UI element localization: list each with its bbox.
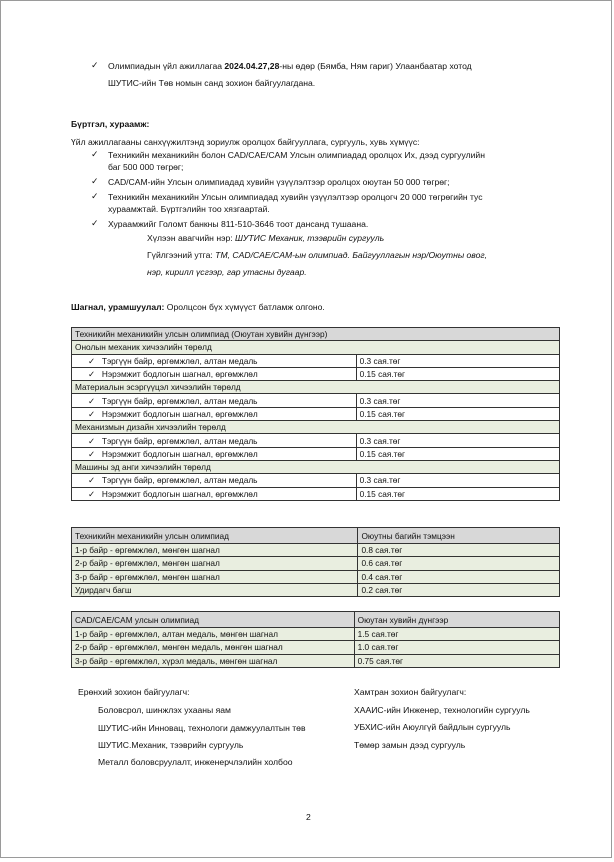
table1-category: Механизмын дизайн хичээлийн төрөлд <box>72 421 560 434</box>
purpose-line-2: нэр, кирилл үсгээр, гар утасны дугаар. <box>147 267 307 277</box>
check-icon: ✓ <box>91 218 99 228</box>
table-row-label: 2-р байр - өргөмжлөл, мөнгөн медаль, мөнгөн шагнал <box>72 641 355 654</box>
purpose-line-1: Гүйлгээний утга: ТМ, CAD/CAE/CAM-ын олимпиад. Байгууллагын нэр/Оюутны овог, <box>147 250 488 260</box>
table1-header: Техникийн механикийн улсын олимпиад (Оюутан хувийн дүнгээр) <box>72 328 560 341</box>
main-organizer-item: ШУТИС-ийн Инновац, технологи дамжуулалтын төв <box>98 723 306 733</box>
table-row-value: 0.3 сая.төг <box>356 394 559 407</box>
table-row-label: ✓ Нэрэмжит бодлогын шагнал, өргөмжлөл <box>72 407 357 420</box>
table-row-value: 0.4 сая.төг <box>358 570 560 583</box>
table-row-label: 3-р байр - өргөмжлөл, мөнгөн шагнал <box>72 570 358 583</box>
check-icon: ✓ <box>91 191 99 201</box>
table2-header-right: Оюутны багийн тэмцээн <box>358 528 560 544</box>
awards-line: Шагнал, урамшуулал: Оролцсон бүх хүмүүст батламж олгоно. <box>71 302 325 312</box>
co-organizer-heading: Хамтран зохион байгуулагч: <box>354 687 467 697</box>
team-awards-table <box>71 527 560 597</box>
individual-awards-table <box>71 327 560 501</box>
table1-category: Машины эд анги хичээлийн төрөлд <box>72 460 560 473</box>
table-row-label: ✓ Нэрэмжит бодлогын шагнал, өргөмжлөл <box>72 447 357 460</box>
table-row-value: 0.3 сая.төг <box>356 474 559 487</box>
cad-awards-table <box>71 611 560 668</box>
registration-item-2: CAD/CAM-ийн Улсын олимпиадад хувийн үзүүлэлтээр оролцох оюутан 50 000 төгрөг; <box>108 177 450 187</box>
table-row-label: ✓ Нэрэмжит бодлогын шагнал, өргөмжлөл <box>72 367 357 380</box>
table-row-label: ✓ Тэргүүн байр, өргөмжлөл, алтан медаль <box>72 354 357 367</box>
check-icon: ✓ <box>88 488 95 499</box>
table3-header-right: Оюутан хувийн дүнгээр <box>354 612 559 628</box>
table-row-value: 0.15 сая.төг <box>356 487 559 500</box>
table-row-value: 0.6 сая.төг <box>358 557 560 570</box>
table-row-value: 0.15 сая.төг <box>356 367 559 380</box>
intro-line-2: ШУТИС-ийн Төв номын санд зохион байгуулагдана. <box>108 78 316 88</box>
table-row-value: 0.75 сая.төг <box>354 654 559 667</box>
table-row-label: 2-р байр - өргөмжлөл, мөнгөн шагнал <box>72 557 358 570</box>
table2-header-left: Техникийн механикийн улсын олимпиад <box>72 528 358 544</box>
check-icon: ✓ <box>88 355 95 366</box>
registration-item-4: Хураамжийг Голомт банкны 811-510-3646 тоот дансанд тушаана. <box>108 219 369 229</box>
table-row-value: 0.3 сая.төг <box>356 354 559 367</box>
check-icon: ✓ <box>88 475 95 486</box>
table-row-value: 1.0 сая.төг <box>354 641 559 654</box>
registration-item-3-line-2: хураамжтай. Бүртгэлийн тоо хязгаартай. <box>108 204 270 214</box>
co-organizer-item: УБХИС-ийн Аюулгүй байдлын сургууль <box>354 722 511 732</box>
registration-intro: Үйл ажиллагааны санхүүжилтэнд зориулж оролцох байгууллага, сургууль, хувь хүмүүс: <box>71 137 420 147</box>
page-number: 2 <box>306 812 311 822</box>
table-row-label: ✓ Тэргүүн байр, өргөмжлөл, алтан медаль <box>72 434 357 447</box>
table-row-label: 3-р байр - өргөмжлөл, хүрэл медаль, мөнгөн шагнал <box>72 654 355 667</box>
recipient-line: Хүлээн авагчийн нэр: ШУТИС Механик, тээврийн сургууль <box>147 233 385 243</box>
table1-category: Материалын эсэргүүцэл хичээлийн төрөлд <box>72 381 560 394</box>
table-row-label: 1-р байр - өргөмжлөл, мөнгөн шагнал <box>72 544 358 557</box>
check-icon: ✓ <box>91 149 99 159</box>
main-organizer-heading: Ерөнхий зохион байгуулагч: <box>78 687 190 697</box>
main-organizer-item: Боловсрол, шинжлэх ухааны яам <box>98 705 231 715</box>
table-row-value: 0.15 сая.төг <box>356 407 559 420</box>
table3-header-left: CAD/CAE/CAM улсын олимпиад <box>72 612 355 628</box>
check-icon: ✓ <box>88 369 95 380</box>
intro-line-1: Олимпиадын үйл ажиллагаа 2024.04.27,28-ны өдөр (Бямба, Ням гариг) Улаанбаатар хотод <box>108 61 472 71</box>
table-row-label: Удирдагч багш <box>72 583 358 596</box>
table-row-label: 1-р байр - өргөмжлөл, алтан медаль, мөнгөн шагнал <box>72 628 355 641</box>
table-row-label: ✓ Тэргүүн байр, өргөмжлөл, алтан медаль <box>72 474 357 487</box>
registration-item-1-line-1: Техникийн механикийн болон CAD/CAE/CAM Улсын олимпиадад оролцох Их, дээд сургуулийн <box>108 150 485 160</box>
table1-category: Онолын механик хичээлийн төрөлд <box>72 341 560 354</box>
check-icon: ✓ <box>88 448 95 459</box>
check-icon: ✓ <box>88 395 95 406</box>
table-row-value: 1.5 сая.төг <box>354 628 559 641</box>
registration-item-3-line-1: Техникийн механикийн Улсын олимпиадад хувийн үзүүлэлтээр оролцогч 20 000 төгрөгийн тус <box>108 192 483 202</box>
registration-item-1-line-2: баг 500 000 төгрөг; <box>108 162 184 172</box>
table-row-label: ✓ Нэрэмжит бодлогын шагнал, өргөмжлөл <box>72 487 357 500</box>
check-icon: ✓ <box>91 176 99 186</box>
table-row-value: 0.3 сая.төг <box>356 434 559 447</box>
main-organizer-item: ШУТИС.Механик, тээврийн сургууль <box>98 740 244 750</box>
co-organizer-item: ХААИС-ийн Инженер, технологийн сургууль <box>354 705 530 715</box>
check-icon: ✓ <box>88 408 95 419</box>
table-row-label: ✓ Тэргүүн байр, өргөмжлөл, алтан медаль <box>72 394 357 407</box>
co-organizer-item: Төмөр замын дээд сургууль <box>354 740 466 750</box>
check-icon: ✓ <box>88 435 95 446</box>
check-icon: ✓ <box>91 60 99 70</box>
table-row-value: 0.15 сая.төг <box>356 447 559 460</box>
table-row-value: 0.8 сая.төг <box>358 544 560 557</box>
table-row-value: 0.2 сая.төг <box>358 583 560 596</box>
registration-heading: Бүртгэл, хураамж: <box>71 119 150 129</box>
main-organizer-item: Металл боловсруулалт, инженерчлэлийн холбоо <box>98 757 293 767</box>
